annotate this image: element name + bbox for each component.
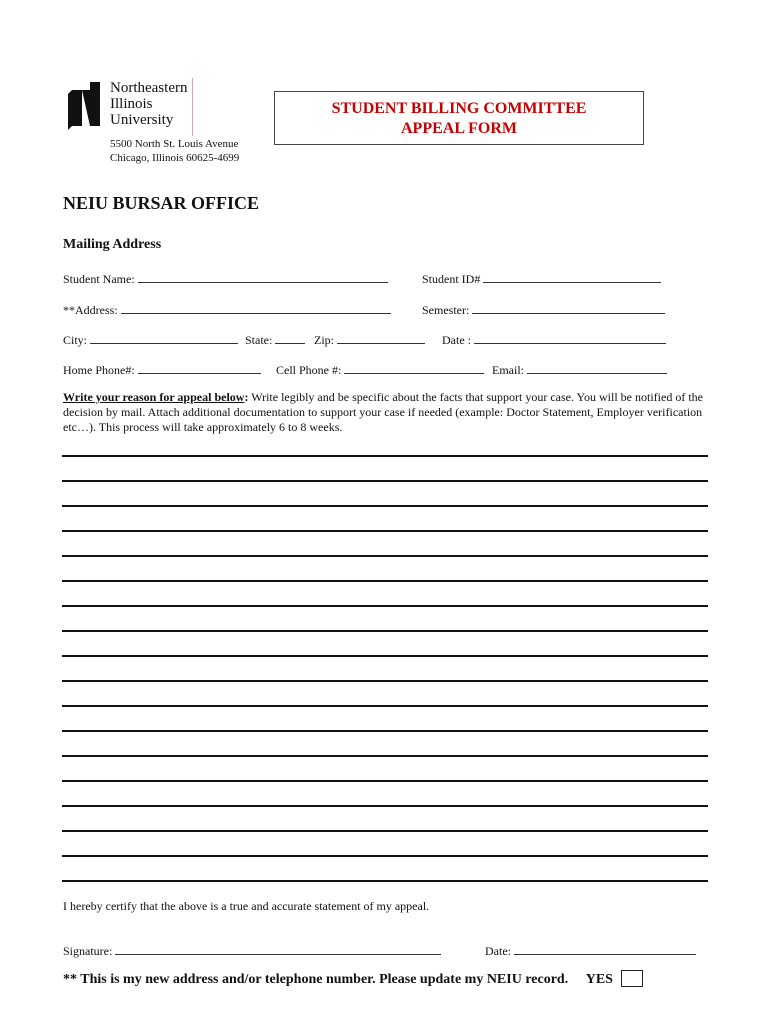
signature-label: Signature: — [63, 944, 113, 958]
signature-field[interactable] — [63, 943, 441, 959]
appeal-writing-line[interactable] — [62, 680, 708, 682]
office-heading: NEIU BURSAR OFFICE — [63, 193, 260, 213]
appeal-writing-line[interactable] — [62, 805, 708, 807]
address-field[interactable] — [63, 302, 391, 318]
instructions-body: Write legibly and be specific about the facts that support your case. You will be notified of the decision by mail. Attach additional documentation to support your case if needed (example: Doctor Statement, Employer verification etc…). This process will take approximately 6 to 8 weeks. — [63, 390, 703, 434]
email-line[interactable] — [527, 362, 667, 374]
home-phone-label: Home Phone#: — [63, 363, 135, 377]
cell-phone-label: Cell Phone #: — [276, 363, 342, 377]
state-label: State: — [245, 333, 273, 347]
appeal-writing-line[interactable] — [62, 455, 708, 457]
appeal-writing-line[interactable] — [62, 830, 708, 832]
logo-text-line-3: University — [110, 112, 174, 128]
semester-label: Semester: — [422, 303, 470, 317]
appeal-writing-line[interactable] — [62, 880, 708, 882]
signature-date-line[interactable] — [514, 943, 696, 955]
address-street: 5500 North St. Louis Avenue — [110, 138, 239, 150]
logo-text-line-2: Illinois — [110, 96, 153, 112]
appeal-writing-line[interactable] — [62, 505, 708, 507]
yes-checkbox[interactable] — [621, 970, 643, 987]
appeal-writing-line[interactable] — [62, 780, 708, 782]
appeal-writing-line[interactable] — [62, 855, 708, 857]
neiu-logo-icon — [66, 80, 106, 134]
appeal-writing-line[interactable] — [62, 705, 708, 707]
appeal-instructions: Write your reason for appeal below: Write legibly and be specific about the facts that support your case. You will be notified of the decision by mail. Attach additional documentation to support your case if needed (example: Doctor Statement, Employer verification etc…). This process will take approximately 6 to 8 weeks. — [63, 390, 703, 434]
signature-line[interactable] — [115, 943, 441, 955]
zip-line[interactable] — [337, 332, 425, 344]
instructions-lead: Write your reason for appeal below — [63, 390, 245, 404]
student-name-label: Student Name: — [63, 272, 135, 286]
address-label: **Address: — [63, 303, 118, 317]
appeal-writing-line[interactable] — [62, 755, 708, 757]
logo-text-line-1: Northeastern — [110, 80, 188, 96]
cell-phone-field[interactable] — [276, 362, 484, 378]
email-label: Email: — [492, 363, 524, 377]
date-line[interactable] — [474, 332, 666, 344]
city-field[interactable] — [63, 332, 238, 348]
appeal-writing-line[interactable] — [62, 730, 708, 732]
state-line[interactable] — [275, 332, 305, 344]
email-field[interactable] — [492, 362, 667, 378]
city-line[interactable] — [90, 332, 238, 344]
home-phone-field[interactable] — [63, 362, 261, 378]
state-field[interactable] — [245, 332, 305, 348]
appeal-writing-line[interactable] — [62, 480, 708, 482]
signature-date-label: Date: — [485, 944, 511, 958]
student-id-line[interactable] — [483, 271, 661, 283]
appeal-writing-line[interactable] — [62, 630, 708, 632]
zip-label: Zip: — [314, 333, 334, 347]
signature-date-field[interactable] — [485, 943, 696, 959]
address-update-notice — [63, 972, 613, 988]
yes-label: YES — [585, 972, 613, 987]
form-title-line-1: STUDENT BILLING COMMITTEE — [331, 100, 587, 117]
form-title-line-2: APPEAL FORM — [401, 120, 517, 137]
student-id-label: Student ID# — [422, 272, 481, 286]
student-id-field[interactable] — [422, 271, 661, 287]
city-label: City: — [63, 333, 88, 347]
appeal-writing-line[interactable] — [62, 555, 708, 557]
mailing-address-heading: Mailing Address — [63, 237, 162, 252]
logo-divider — [192, 78, 193, 136]
semester-line[interactable] — [472, 302, 665, 314]
date-label: Date : — [442, 333, 471, 347]
date-field[interactable] — [442, 332, 666, 348]
form-title-box — [274, 91, 644, 145]
appeal-writing-line[interactable] — [62, 605, 708, 607]
zip-field[interactable] — [314, 332, 425, 348]
appeal-writing-line[interactable] — [62, 580, 708, 582]
address-update-text: ** This is my new address and/or telephone number. Please update my NEIU record. — [63, 972, 569, 987]
address-city: Chicago, Illinois 60625-4699 — [110, 152, 240, 164]
home-phone-line[interactable] — [138, 362, 261, 374]
address-line[interactable] — [121, 302, 391, 314]
appeal-writing-line[interactable] — [62, 655, 708, 657]
cell-phone-line[interactable] — [344, 362, 484, 374]
appeal-writing-line[interactable] — [62, 530, 708, 532]
student-name-field[interactable] — [63, 271, 388, 287]
semester-field[interactable] — [422, 302, 665, 318]
student-name-line[interactable] — [138, 271, 388, 283]
certification-statement: I hereby certify that the above is a true and accurate statement of my appeal. — [63, 899, 430, 913]
